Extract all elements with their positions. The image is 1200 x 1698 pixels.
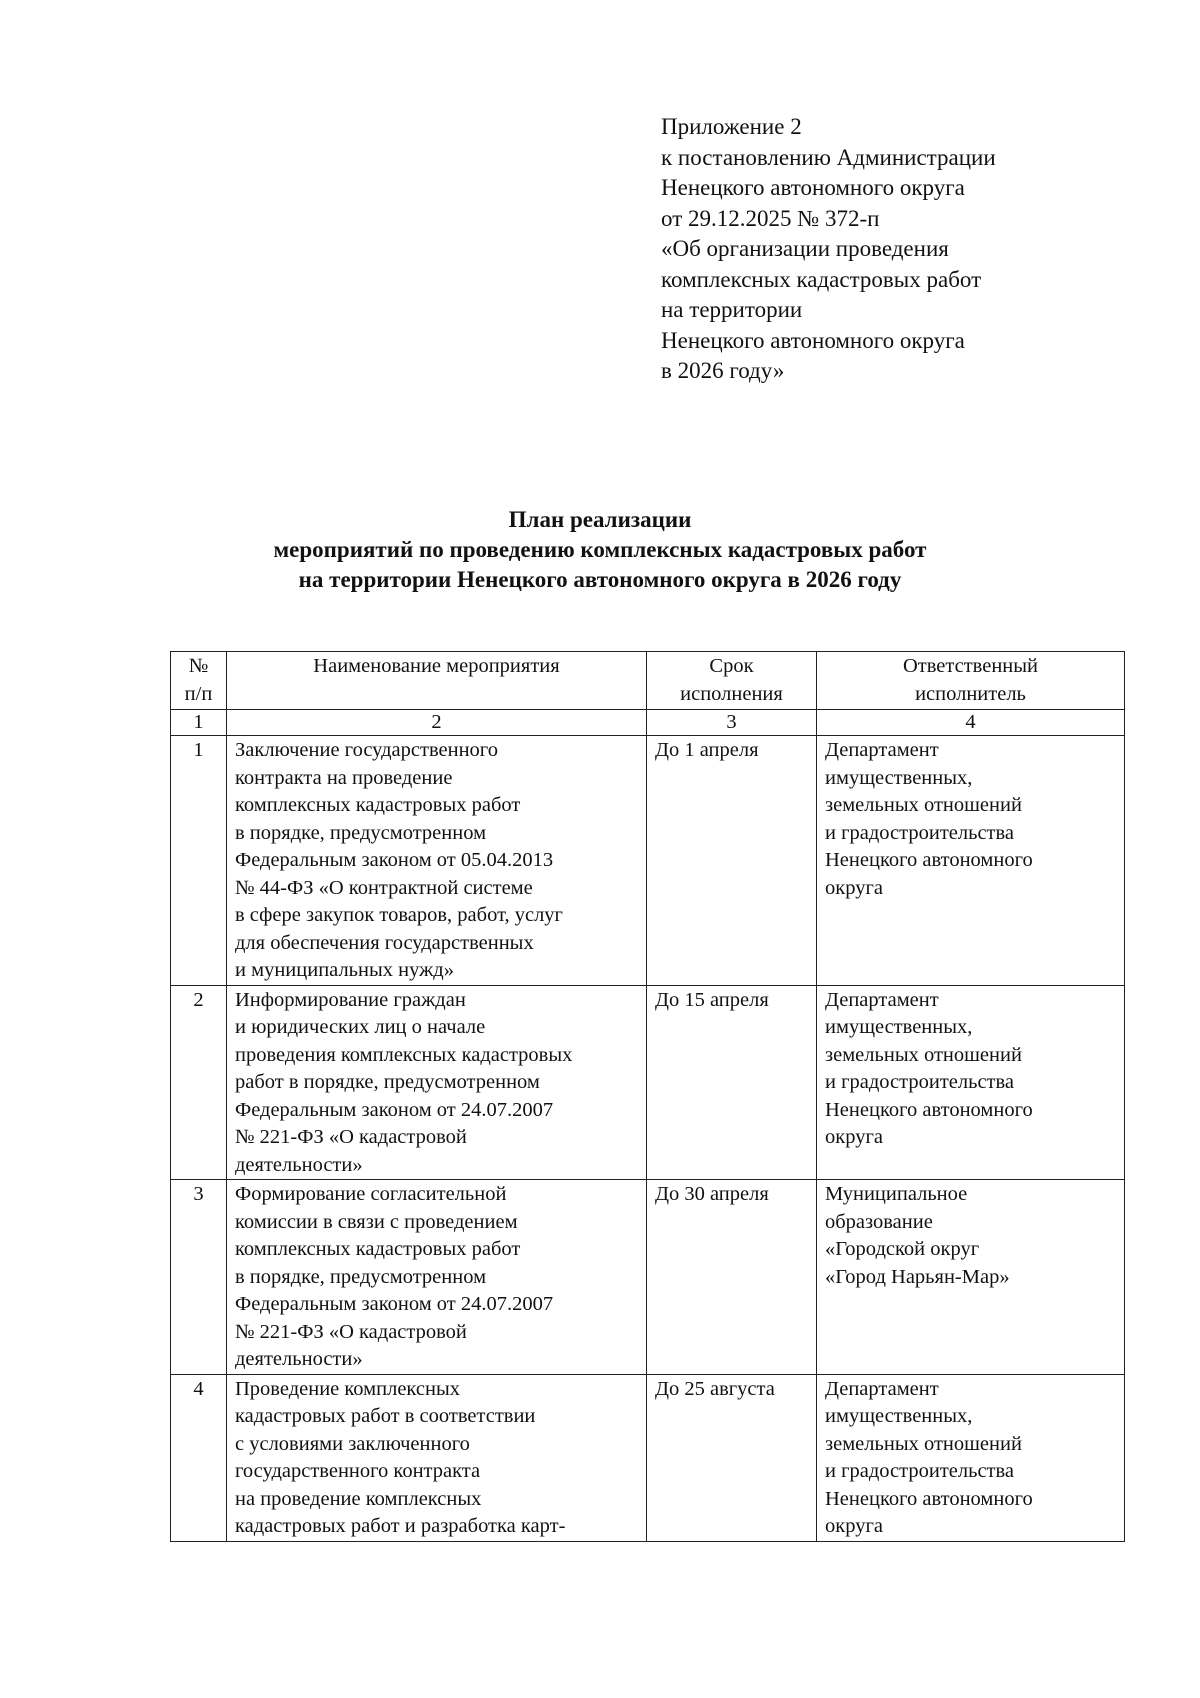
header-text: Срок bbox=[709, 655, 754, 677]
responsible-line: округа bbox=[825, 1515, 883, 1537]
row-responsible bbox=[817, 736, 1125, 986]
column-number: 1 bbox=[171, 710, 227, 736]
responsible-line: округа bbox=[825, 876, 883, 899]
table-row bbox=[171, 736, 1125, 986]
responsible-line: и градостроительства bbox=[825, 821, 1015, 844]
title-line: мероприятий по проведению комплексных кадастровых работ bbox=[273, 537, 927, 562]
document-title bbox=[100, 505, 1100, 595]
responsible-line: Ненецкого автономного bbox=[825, 1098, 1033, 1121]
activity-line: комиссии в связи с проведением bbox=[235, 1210, 518, 1233]
header-term bbox=[647, 652, 817, 710]
column-number: 2 bbox=[227, 710, 647, 736]
appendix-line: от 29.12.2025 № 372-п bbox=[661, 205, 880, 231]
appendix-line: на территории bbox=[661, 297, 803, 322]
activity-line: деятельности» bbox=[235, 1348, 363, 1370]
responsible-line: «Город Нарьян-Мар» bbox=[825, 1265, 1010, 1288]
row-deadline: До 30 апреля bbox=[647, 1180, 817, 1375]
row-number: 4 bbox=[171, 1374, 227, 1541]
activity-line: и муниципальных нужд» bbox=[235, 959, 454, 981]
responsible-line: «Городской округ bbox=[825, 1238, 980, 1260]
responsible-line: округа bbox=[825, 1126, 883, 1148]
responsible-line: имущественных, bbox=[825, 1405, 973, 1427]
table-row bbox=[171, 1180, 1125, 1375]
activity-line: контракта на проведение bbox=[235, 766, 453, 789]
activity-line: Формирование согласительной bbox=[235, 1183, 507, 1205]
responsible-line: Департамент bbox=[825, 739, 939, 761]
activity-line: для обеспечения государственных bbox=[235, 931, 534, 954]
activity-line: деятельности» bbox=[235, 1153, 363, 1176]
row-responsible bbox=[817, 1180, 1125, 1375]
column-number-row bbox=[171, 710, 1125, 736]
plan-table bbox=[170, 651, 1125, 1542]
appendix-line: Ненецкого автономного округа bbox=[661, 327, 965, 353]
table-row bbox=[171, 985, 1125, 1180]
table-row bbox=[171, 1374, 1125, 1541]
appendix-line: комплексных кадастровых работ bbox=[661, 266, 982, 292]
header-text: п/п bbox=[184, 682, 213, 705]
title-line: План реализации bbox=[508, 507, 692, 532]
appendix-line: Ненецкого автономного округа bbox=[661, 175, 965, 200]
activity-line: комплексных кадастровых работ bbox=[235, 1238, 521, 1260]
responsible-line: и градостроительства bbox=[825, 1071, 1015, 1093]
table-header-row bbox=[171, 652, 1125, 710]
activity-line: № 221-ФЗ «О кадастровой bbox=[235, 1126, 467, 1148]
activity-line: Федеральным законом от 24.07.2007 bbox=[235, 1098, 554, 1121]
header-text: исполнения bbox=[680, 682, 783, 705]
appendix-line: к постановлению Администрации bbox=[661, 144, 996, 170]
row-deadline: До 1 апреля bbox=[647, 736, 817, 986]
header-text: № bbox=[188, 655, 209, 677]
header-text: исполнитель bbox=[915, 682, 1026, 705]
activity-line: Заключение государственного bbox=[235, 739, 498, 761]
responsible-line: Департамент bbox=[825, 1377, 939, 1400]
responsible-line: и градостроительства bbox=[825, 1460, 1015, 1482]
header-resp bbox=[817, 652, 1125, 710]
header-name bbox=[227, 652, 647, 710]
row-deadline: До 25 августа bbox=[647, 1374, 817, 1541]
row-number: 2 bbox=[171, 985, 227, 1180]
row-activity bbox=[227, 1374, 647, 1541]
appendix-line: «Об организации проведения bbox=[661, 236, 949, 261]
column-number: 4 bbox=[817, 710, 1125, 736]
header-text: Ответственный bbox=[902, 655, 1039, 677]
activity-line: в порядке, предусмотренном bbox=[235, 821, 487, 844]
activity-line: Информирование граждан bbox=[235, 988, 466, 1011]
activity-line: № 44-ФЗ «О контрактной системе bbox=[235, 876, 533, 899]
responsible-line: земельных отношений bbox=[825, 794, 1022, 816]
row-responsible bbox=[817, 985, 1125, 1180]
responsible-line: Департамент bbox=[825, 988, 939, 1011]
activity-line: на проведение комплексных bbox=[235, 1487, 482, 1510]
row-activity bbox=[227, 985, 647, 1180]
activity-line: с условиями заключенного bbox=[235, 1432, 470, 1455]
row-activity bbox=[227, 1180, 647, 1375]
responsible-line: земельных отношений bbox=[825, 1432, 1022, 1455]
responsible-line: имущественных, bbox=[825, 766, 973, 789]
row-number: 3 bbox=[171, 1180, 227, 1375]
header-num bbox=[171, 652, 227, 710]
activity-line: Федеральным законом от 24.07.2007 bbox=[235, 1293, 554, 1315]
responsible-line: имущественных, bbox=[825, 1016, 973, 1038]
activity-line: в порядке, предусмотренном bbox=[235, 1265, 487, 1288]
appendix-line: Приложение 2 bbox=[661, 114, 802, 139]
activity-line: Федеральным законом от 05.04.2013 bbox=[235, 849, 554, 871]
appendix-block bbox=[661, 112, 1081, 387]
activity-line: Проведение комплексных bbox=[235, 1377, 460, 1400]
header-text: Наименование мероприятия bbox=[313, 655, 560, 677]
responsible-line: Ненецкого автономного bbox=[825, 1487, 1033, 1510]
title-line: на территории Ненецкого автономного округа в 2026 году bbox=[298, 567, 902, 592]
activity-line: проведения комплексных кадастровых bbox=[235, 1043, 573, 1066]
activity-line: работ в порядке, предусмотренном bbox=[235, 1071, 540, 1093]
responsible-line: образование bbox=[825, 1210, 933, 1233]
activity-line: государственного контракта bbox=[235, 1460, 481, 1482]
column-number: 3 bbox=[647, 710, 817, 736]
row-deadline: До 15 апреля bbox=[647, 985, 817, 1180]
row-number: 1 bbox=[171, 736, 227, 986]
activity-line: и юридических лиц о начале bbox=[235, 1016, 486, 1038]
responsible-line: земельных отношений bbox=[825, 1043, 1022, 1066]
activity-line: в сфере закупок товаров, работ, услуг bbox=[235, 904, 563, 926]
responsible-line: Муниципальное bbox=[825, 1183, 968, 1205]
responsible-line: Ненецкого автономного bbox=[825, 849, 1033, 871]
row-activity bbox=[227, 736, 647, 986]
appendix-line: в 2026 году» bbox=[661, 358, 785, 383]
activity-line: кадастровых работ и разработка карт- bbox=[235, 1515, 566, 1537]
activity-line: № 221-ФЗ «О кадастровой bbox=[235, 1320, 467, 1343]
activity-line: комплексных кадастровых работ bbox=[235, 794, 521, 816]
row-responsible bbox=[817, 1374, 1125, 1541]
activity-line: кадастровых работ в соответствии bbox=[235, 1405, 536, 1427]
